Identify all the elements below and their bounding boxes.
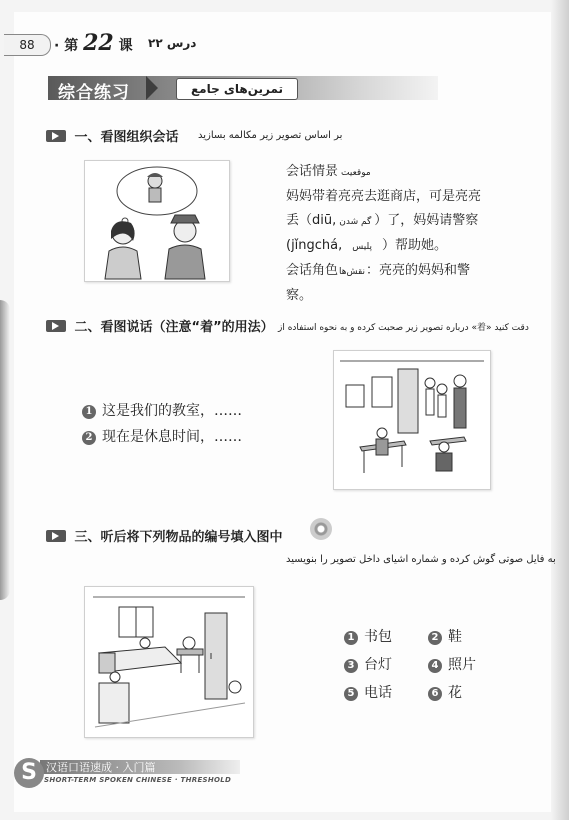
number-badge: 1 bbox=[344, 631, 358, 645]
situation-label: 会话情景 bbox=[286, 164, 339, 179]
binding-shadow bbox=[0, 300, 10, 600]
section2-heading-text: 二、看图说话（注意“着”的用法） bbox=[74, 320, 274, 335]
classroom-illustration bbox=[333, 350, 491, 490]
situation-text-block bbox=[286, 160, 496, 308]
band-title-cn: 综合练习 bbox=[58, 83, 130, 103]
item-3 bbox=[344, 654, 392, 674]
section1-heading-text: 一、看图组织会话 bbox=[74, 130, 179, 145]
band-arrow-icon bbox=[146, 76, 158, 100]
bedroom-illustration bbox=[84, 586, 254, 738]
lesson-prefix: · 第 bbox=[54, 38, 79, 54]
situation-text-3b: ）帮助她。 bbox=[381, 238, 447, 253]
number-badge: 6 bbox=[428, 687, 442, 701]
mother-police-illustration bbox=[84, 160, 230, 282]
roles-label-fa: نقش‌ها bbox=[339, 267, 366, 277]
number-badge: 3 bbox=[344, 659, 358, 673]
item-text: 照片 bbox=[448, 657, 476, 673]
footer-title-en: SHORT-TERM SPOKEN CHINESE · THRESHOLD bbox=[44, 776, 232, 784]
sentence-text: 这是我们的教室，…… bbox=[102, 403, 242, 419]
situation-text-2a: 丢（diū, bbox=[286, 213, 337, 228]
roles-line bbox=[286, 259, 496, 308]
item-text: 台灯 bbox=[364, 657, 392, 673]
item-text: 电话 bbox=[364, 685, 392, 701]
band-title-fa: تمرین‌های جامع bbox=[176, 78, 298, 100]
lesson-label bbox=[54, 30, 133, 56]
sentence-text: 现在是休息时间，…… bbox=[102, 429, 242, 445]
section-title-band bbox=[48, 76, 438, 103]
number-badge: 1 bbox=[82, 405, 96, 419]
item-6 bbox=[428, 682, 462, 702]
situation-text-2b: ）了，妈妈请警察 bbox=[374, 213, 479, 228]
number-badge: 2 bbox=[428, 631, 442, 645]
audio-disc-icon[interactable] bbox=[310, 518, 332, 540]
item-text: 鞋 bbox=[448, 629, 462, 645]
number-badge: 4 bbox=[428, 659, 442, 673]
section3-heading bbox=[46, 526, 283, 545]
section2-heading bbox=[46, 316, 274, 335]
item-2 bbox=[428, 626, 462, 646]
book-footer bbox=[14, 758, 244, 788]
situation-text-line1: 妈妈带着亮亮去逛商店，可是亮亮 bbox=[286, 189, 482, 204]
section3-heading-text: 三、听后将下列物品的编号填入图中 bbox=[74, 530, 283, 545]
section3-instruction-fa: به فایل صوتی گوش کرده و شماره اشیای داخل تصویر را بنویسید bbox=[286, 554, 556, 565]
situation-label-fa: موقعیت bbox=[341, 168, 371, 178]
item-text: 书包 bbox=[364, 629, 392, 645]
page-edge-shadow bbox=[551, 0, 569, 820]
section1-instruction-fa: بر اساس تصویر زیر مکالمه بسازید bbox=[198, 130, 343, 141]
situation-text-3a: (jǐngchá, bbox=[286, 238, 343, 253]
situation-text-line2 bbox=[286, 209, 496, 234]
section2-instruction-fa: درباره تصویر زیر صحبت کرده و به نحوه استفاده از «着» دقت کنید bbox=[278, 323, 529, 333]
lesson-label-fa: درس ۲۲ bbox=[148, 36, 197, 50]
footer-title-cn: 汉语口语速成 · 入门篇 bbox=[46, 761, 156, 774]
roles-label: 会话角色 bbox=[286, 263, 339, 278]
item-5 bbox=[344, 682, 392, 702]
lesson-number: 22 bbox=[83, 30, 114, 56]
situation-line bbox=[286, 160, 496, 185]
situation-text-line3 bbox=[286, 234, 496, 259]
roles-text: ：亮亮的妈妈和警察。 bbox=[286, 263, 471, 303]
item-4 bbox=[428, 654, 476, 674]
sentence-1 bbox=[82, 400, 242, 420]
situation-text-2-fa: گم شدن bbox=[339, 217, 372, 227]
item-1 bbox=[344, 626, 392, 646]
item-text: 花 bbox=[448, 685, 462, 701]
book-logo-icon: S bbox=[14, 758, 44, 788]
number-badge: 5 bbox=[344, 687, 358, 701]
number-badge: 2 bbox=[82, 431, 96, 445]
sentence-2 bbox=[82, 426, 242, 446]
lesson-suffix: 课 bbox=[118, 38, 133, 54]
arrow-marker-icon bbox=[46, 130, 66, 142]
section1-heading bbox=[46, 126, 179, 145]
situation-text-3-fa: پلیس bbox=[352, 242, 372, 252]
page-number: 88 bbox=[4, 34, 51, 56]
arrow-marker-icon bbox=[46, 530, 66, 542]
arrow-marker-icon bbox=[46, 320, 66, 332]
page-header bbox=[4, 30, 214, 56]
